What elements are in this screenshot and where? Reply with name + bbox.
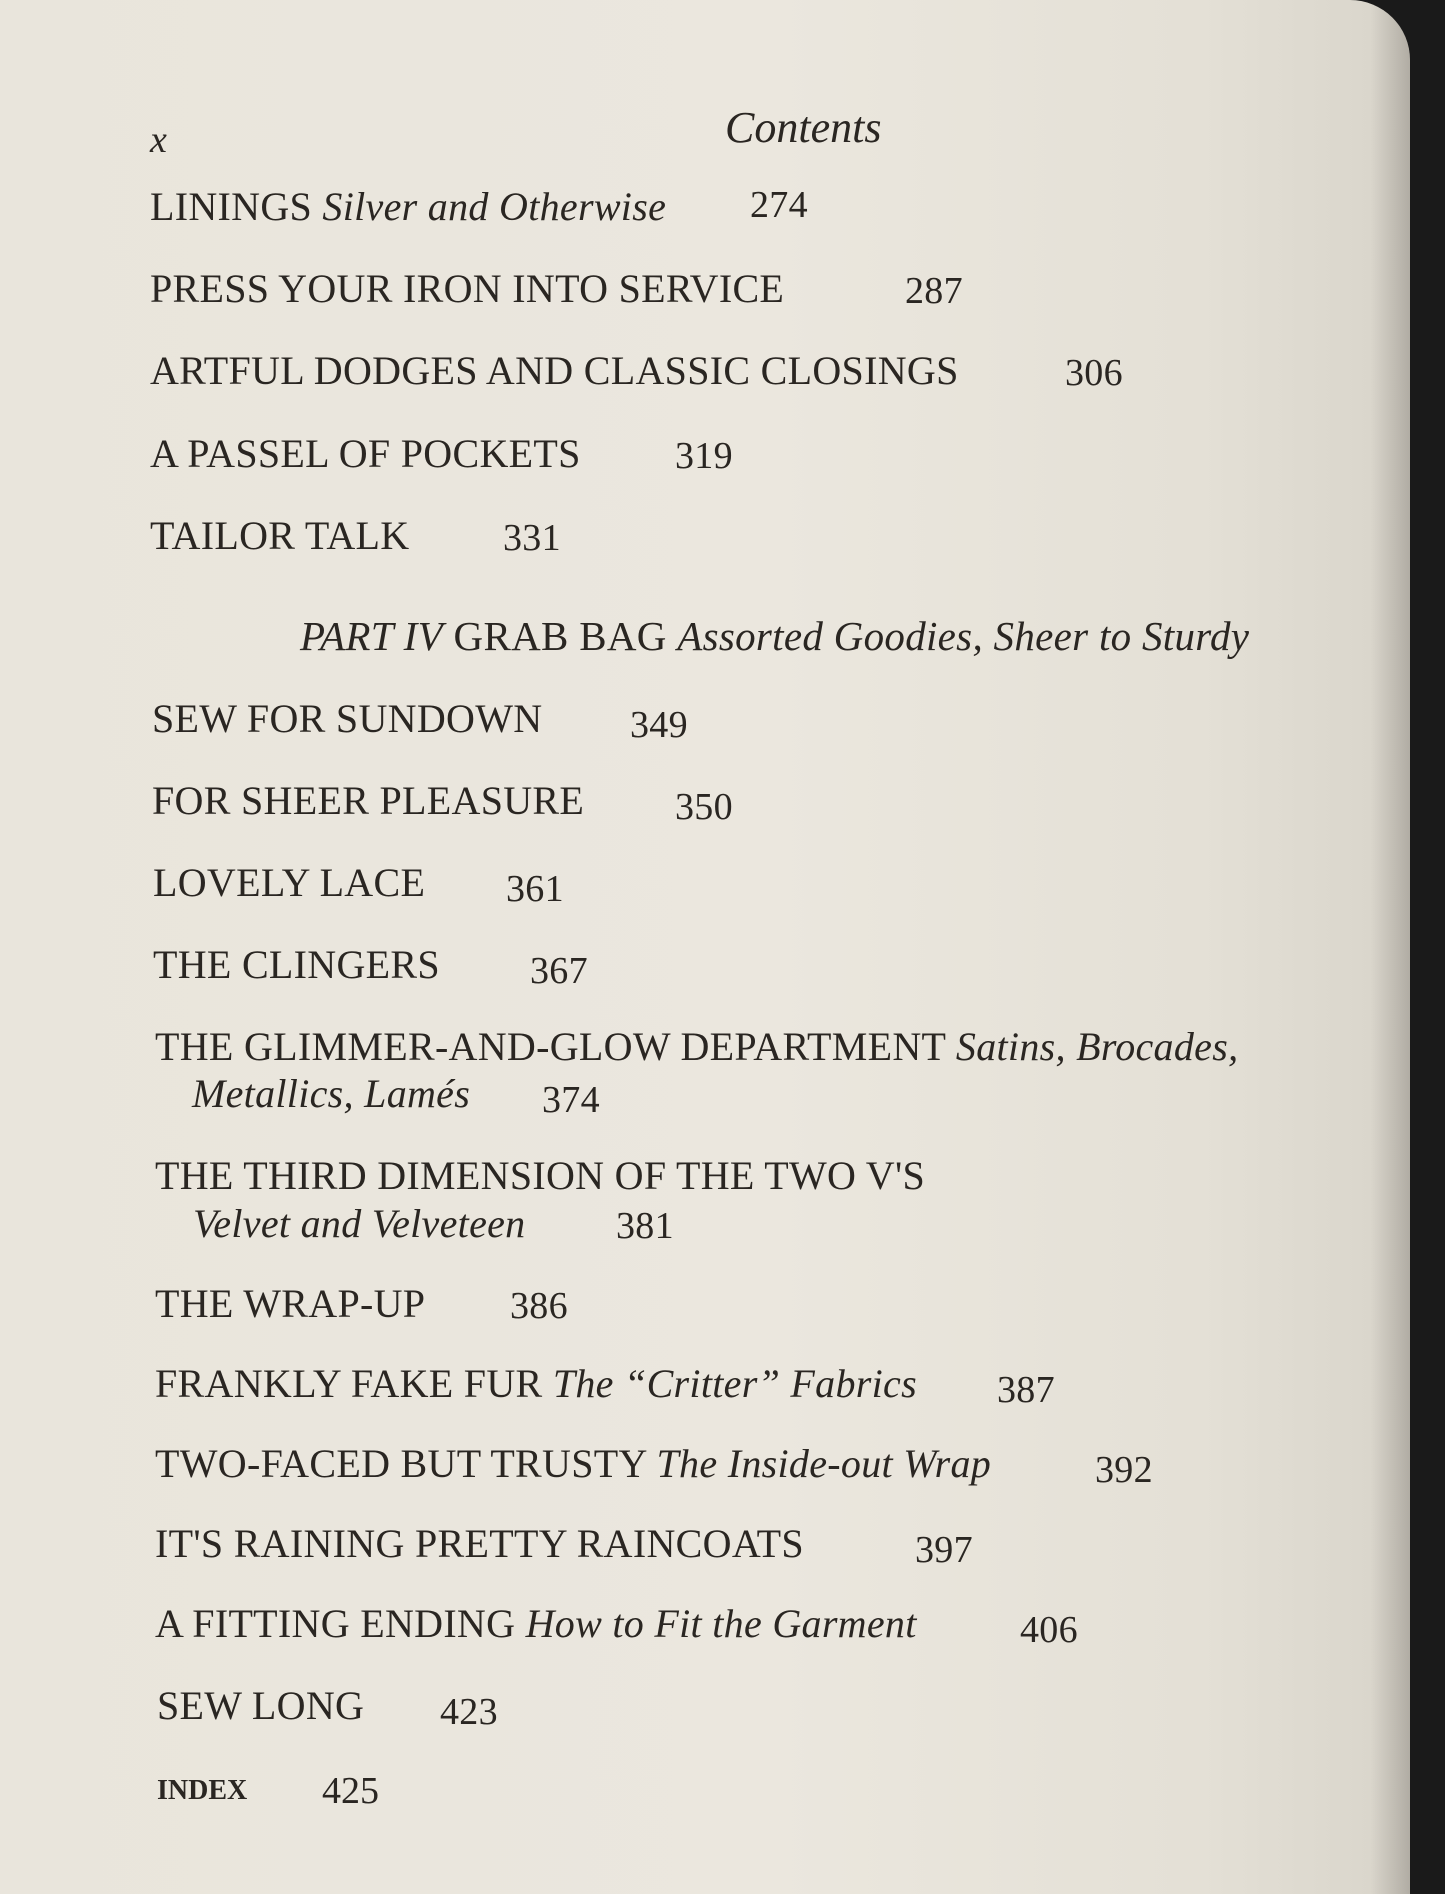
toc-page-number: 349 (630, 704, 688, 746)
toc-page-number: 319 (675, 435, 733, 477)
toc-page-number: 374 (542, 1079, 600, 1121)
toc-entry-title: A PASSEL OF POCKETS (150, 431, 581, 476)
toc-page-number: 423 (440, 1691, 498, 1733)
toc-entry-title: THE GLIMMER-AND-GLOW DEPARTMENT (155, 1024, 946, 1069)
toc-page-number: 392 (1095, 1449, 1153, 1491)
toc-entry-title: IT'S RAINING PRETTY RAINCOATS (155, 1521, 804, 1566)
toc-page-number: 387 (997, 1369, 1055, 1411)
toc-entry-third-cont (193, 1200, 674, 1247)
toc-entry-title: TWO-FACED BUT TRUSTY (155, 1441, 647, 1486)
toc-page-number: 425 (322, 1770, 379, 1812)
toc-entry-linings (150, 183, 808, 230)
toc-entry-fitting (155, 1600, 1078, 1651)
part-heading (300, 612, 1249, 660)
toc-entry-title: SEW LONG (157, 1683, 365, 1728)
index-label: INDEX (157, 1775, 248, 1806)
toc-entry-tailor (150, 512, 561, 559)
toc-entry-subtitle: Satins, Brocades, (955, 1024, 1239, 1069)
toc-entry-title: SEW FOR SUNDOWN (152, 696, 543, 741)
part-subtitle: Assorted Goodies, Sheer to Sturdy (677, 613, 1250, 659)
toc-entry-twofaced (155, 1440, 1153, 1491)
running-head-title: Contents (725, 103, 882, 152)
toc-entry-subtitle: The “Critter” Fabrics (552, 1361, 917, 1406)
toc-page-number: 406 (1020, 1609, 1078, 1651)
toc-entry-title: FRANKLY FAKE FUR (155, 1361, 543, 1406)
toc-entry-title: ARTFUL DODGES AND CLASSIC CLOSINGS (150, 348, 959, 393)
toc-page-number: 331 (503, 517, 561, 559)
toc-entry-index (157, 1770, 379, 1812)
toc-entry-title: LININGS (150, 184, 313, 229)
page-edge-shadow (1370, 0, 1410, 1894)
part-label: PART IV (300, 613, 443, 659)
toc-entry-sheer (152, 777, 733, 828)
toc-entry-subtitle: Velvet and Velveteen (193, 1201, 526, 1246)
toc-entry-glimmer (155, 1023, 1238, 1070)
toc-page-number: 361 (506, 868, 564, 910)
toc-page-number: 287 (905, 270, 963, 312)
toc-entry-subtitle: The Inside-out Wrap (656, 1441, 992, 1486)
toc-entry-title: TAILOR TALK (150, 513, 410, 558)
toc-entry-sewlong (157, 1682, 498, 1733)
toc-entry-lace (153, 859, 564, 910)
toc-entry-clingers (153, 941, 588, 992)
toc-entry-third (155, 1152, 925, 1199)
toc-entry-title: THE CLINGERS (153, 942, 440, 987)
toc-entry-sundown (152, 695, 688, 746)
toc-entry-passel (150, 430, 733, 477)
toc-entry-subtitle-cont: Metallics, Lamés (192, 1071, 471, 1116)
toc-page-number: 367 (530, 950, 588, 992)
toc-entry-wrapup (155, 1280, 568, 1327)
toc-entry-subtitle: Silver and Otherwise (322, 184, 667, 229)
toc-entry-title: LOVELY LACE (153, 860, 426, 905)
toc-entry-title: THE WRAP-UP (155, 1281, 426, 1326)
toc-page-number: 350 (675, 786, 733, 828)
toc-page-number: 274 (750, 184, 808, 226)
toc-page-number: 397 (915, 1529, 973, 1571)
page-folio: x (150, 119, 167, 161)
toc-entry-press (150, 265, 963, 312)
toc-entry-title: FOR SHEER PLEASURE (152, 778, 585, 823)
toc-entry-title: PRESS YOUR IRON INTO SERVICE (150, 266, 785, 311)
toc-entry-subtitle: How to Fit the Garment (525, 1601, 917, 1646)
toc-entry-artful (150, 347, 1123, 394)
toc-entry-title: THE THIRD DIMENSION OF THE TWO V'S (155, 1153, 926, 1198)
toc-entry-glimmer-cont (192, 1070, 600, 1121)
toc-page-number: 306 (1065, 352, 1123, 394)
toc-page-number: 386 (510, 1285, 568, 1327)
part-title: GRAB BAG (453, 613, 667, 659)
toc-page-number: 381 (616, 1205, 674, 1247)
toc-entry-title: A FITTING ENDING (155, 1601, 516, 1646)
toc-entry-fakefur (155, 1360, 1055, 1411)
toc-entry-raincoats (155, 1520, 973, 1571)
